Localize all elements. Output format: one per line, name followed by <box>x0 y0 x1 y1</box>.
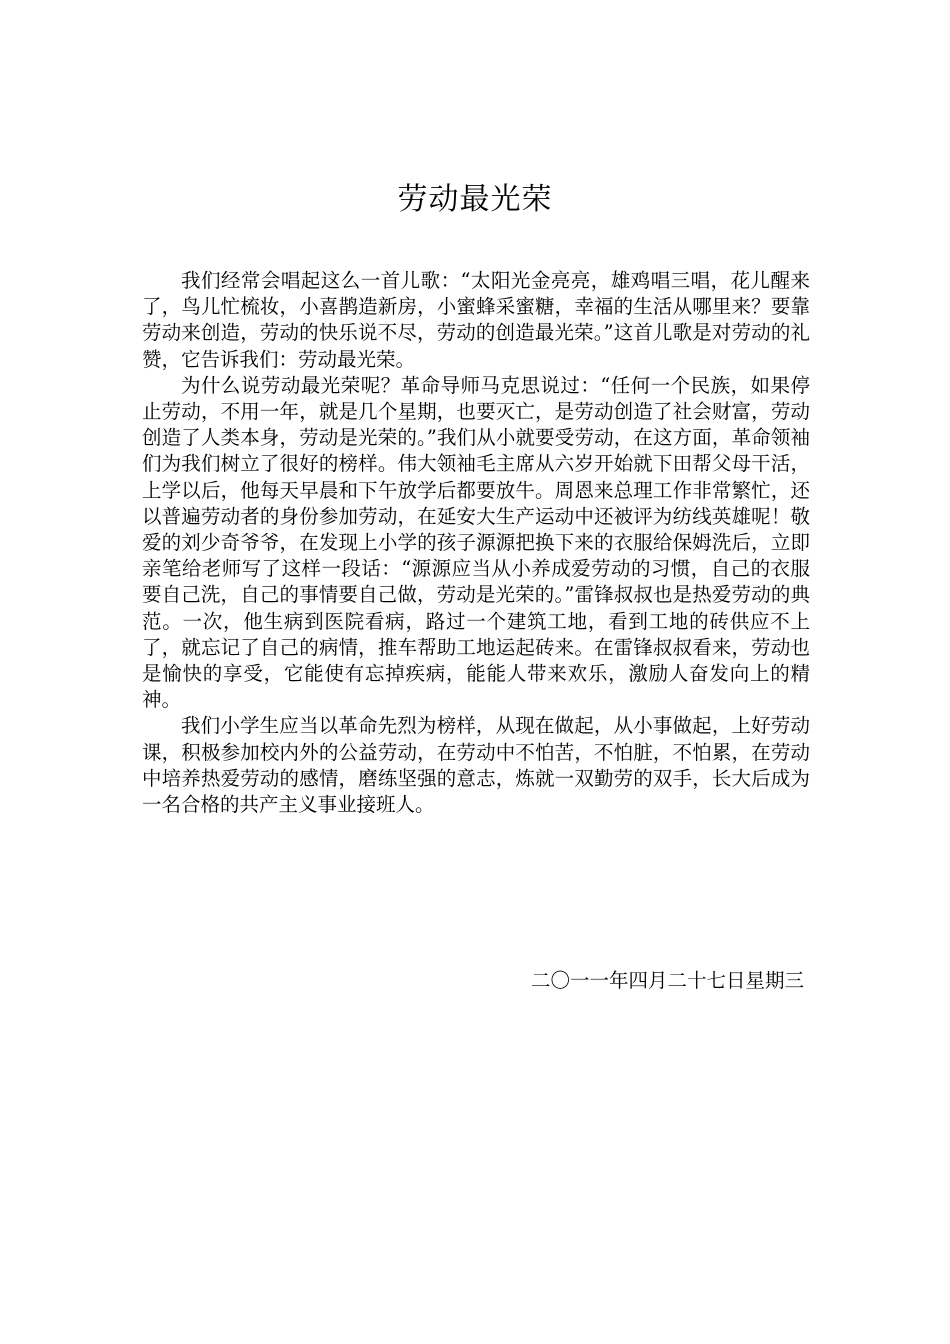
paragraph-2: 为什么说劳动最光荣呢？革命导师马克思说过：“任何一个民族，如果停止劳动，不用一年，就是几个星期，也要灭亡，是劳动创造了社会财富，劳动创造了人类本身，劳动是光荣的。”我们从小就要受劳动，在这方面，革命领袖们为我们树立了很好的榜样。伟大领袖毛主席从六岁开始就下田帮父母干活，上学以后，他每天早晨和下午放学后都要放牛。周恩来总理工作非常繁忙，还以普遍劳动者的身份参加劳动，在延安大生产运动中还被评为纺线英雄呢！敬爱的刘少奇爷爷，在发现上小学的孩子源源把换下来的衣服给保姆洗后，立即亲笔给老师写了这样一段话：“源源应当从小养成爱劳动的习惯，自己的衣服要自己洗，自己的事情要自己做，劳动是光荣的。”雷锋叔叔也是热爱劳动的典范。一次，他生病到医院看病，路过一个建筑工地，看到工地的砖供应不上了，就忘记了自己的病情，推车帮助工地运起砖来。在雷锋叔叔看来，劳动也是愉快的享受，它能使有忘掉疾病，能能人带来欢乐，激励人奋发向上的精神。 <box>142 373 810 712</box>
document-title: 劳动最光荣 <box>397 182 553 217</box>
paragraph-1: 我们经常会唱起这么一首儿歌：“太阳光金亮亮，雄鸡唱三唱，花儿醒来了，鸟儿忙梳妆，小喜鹊造新房，小蜜蜂采蜜糖，幸福的生活从哪里来？要靠劳动来创造，劳动的快乐说不尽，劳动的创造最光荣。”这首儿歌是对劳动的礼赞，它告诉我们：劳动最光荣。 <box>142 269 810 371</box>
document-body <box>142 268 810 818</box>
paragraph-3: 我们小学生应当以革命先烈为榜样，从现在做起，从小事做起，上好劳动课，积极参加校内外的公益劳动，在劳动中不怕苦，不怕脏，不怕累，在劳动中培养热爱劳动的感情，磨练坚强的意志，炼就一双勤劳的双手，长大后成为一名合格的共产主义事业接班人。 <box>142 714 810 817</box>
document-date: 二〇一一年四月二十七日星期三 <box>530 969 804 992</box>
